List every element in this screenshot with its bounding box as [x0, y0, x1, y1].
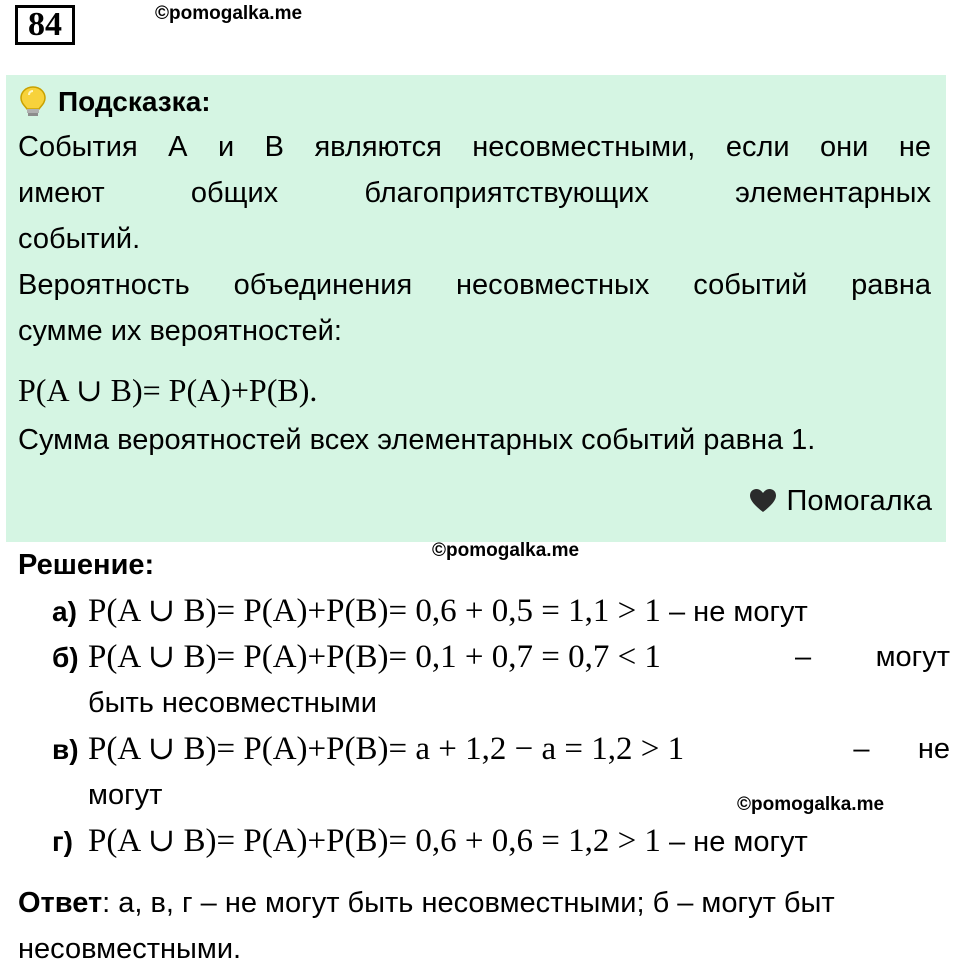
- hint-title: [18, 82, 211, 122]
- hint-para3: Сумма вероятностей всех элементарных событий равна 1.: [18, 424, 816, 456]
- solution-title: Решение:: [18, 549, 155, 581]
- watermark-mid: ©pomogalka.me: [432, 540, 580, 561]
- item-tail: – не могут: [660, 826, 808, 858]
- hint-para2-line2: сумме их вероятностей:: [18, 315, 342, 347]
- item-tail: – не: [853, 733, 950, 765]
- item-math: P(A ∪ B)= P(A)+P(B)= 0,1 + 0,7 = 0,7 < 1: [88, 639, 661, 675]
- heart-icon: [749, 488, 777, 514]
- hint-para1-line2: имеют общих благоприятствующих элементарных: [18, 177, 931, 209]
- item-tail: – не могут: [660, 596, 808, 628]
- answer-text: : а, в, г – не могут быть несовместными; б – могут быт: [102, 887, 835, 919]
- solution-item-v-cont: могут: [88, 779, 163, 811]
- solution-item-b: [52, 634, 950, 681]
- watermark-low: ©pomogalka.me: [737, 794, 885, 815]
- item-label: г): [52, 826, 73, 857]
- solution-item-v: [52, 726, 950, 773]
- task-number: 84: [15, 5, 75, 45]
- hint-para2-line1: Вероятность объединения несовместных событий равна: [18, 269, 931, 301]
- hint-para1-line3: событий.: [18, 223, 141, 255]
- item-label: а): [52, 596, 77, 627]
- answer-text-2: несовместными.: [18, 933, 242, 965]
- solution-item-b-cont: быть несовместными: [88, 687, 377, 719]
- hint-formula: P(A ∪ B)= P(A)+P(B).: [18, 372, 318, 408]
- item-label: б): [52, 642, 79, 673]
- item-label: в): [52, 734, 79, 765]
- item-tail: – могут: [794, 641, 950, 673]
- hint-title-text: Подсказка:: [58, 86, 211, 117]
- solution-item-a: [52, 588, 950, 635]
- signature-text: Помогалка: [786, 485, 932, 517]
- item-math: P(A ∪ B)= P(A)+P(B)= a + 1,2 − a = 1,2 > 1: [88, 731, 685, 767]
- signature: [749, 478, 932, 524]
- item-math: P(A ∪ B)= P(A)+P(B)= 0,6 + 0,6 = 1,2 > 1: [88, 823, 661, 859]
- lightbulb-icon: [18, 85, 48, 119]
- solution-item-g: [52, 818, 950, 865]
- hint-para1-line1: События А и В являются несовместными, если они не: [18, 131, 931, 163]
- item-math: P(A ∪ B)= P(A)+P(B)= 0,6 + 0,5 = 1,1 > 1: [88, 593, 661, 629]
- watermark-top: ©pomogalka.me: [155, 3, 303, 24]
- answer-label: Ответ: [18, 887, 103, 919]
- answer: [18, 880, 958, 972]
